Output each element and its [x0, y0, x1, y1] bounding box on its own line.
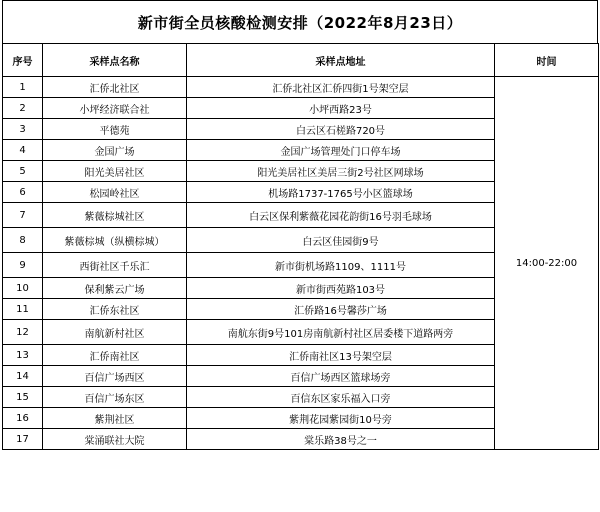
cell-address: 白云区佳园街9号: [187, 228, 495, 253]
header-time: 时间: [495, 44, 599, 77]
cell-site: 小坪经济联合社: [43, 98, 187, 119]
table-body: [3, 77, 599, 450]
cell-address: 汇侨南社区13号架空层: [187, 345, 495, 366]
table-header-row: [3, 44, 599, 77]
cell-address: 汇侨北社区汇侨四街1号架空层: [187, 77, 495, 98]
cell-no: 17: [3, 429, 43, 450]
cell-site: 平德苑: [43, 119, 187, 140]
cell-no: 6: [3, 182, 43, 203]
cell-site: 棠涌联社大院: [43, 429, 187, 450]
cell-address: 汇侨路16号馨莎广场: [187, 299, 495, 320]
cell-site: 金国广场: [43, 140, 187, 161]
cell-site: 松园岭社区: [43, 182, 187, 203]
cell-site: 百信广场东区: [43, 387, 187, 408]
cell-site: 紫荆社区: [43, 408, 187, 429]
cell-no: 7: [3, 203, 43, 228]
cell-no: 15: [3, 387, 43, 408]
cell-site: 汇侨东社区: [43, 299, 187, 320]
cell-site: 保利紫云广场: [43, 278, 187, 299]
cell-address: 南航东街9号101房南航新村社区居委楼下道路两旁: [187, 320, 495, 345]
cell-no: 3: [3, 119, 43, 140]
cell-address: 白云区保利紫薇花园花韵街16号羽毛球场: [187, 203, 495, 228]
cell-no: 10: [3, 278, 43, 299]
cell-address: 阳光美居社区美居三街2号社区网球场: [187, 161, 495, 182]
cell-address: 棠乐路38号之一: [187, 429, 495, 450]
page-title: 新市街全员核酸检测安排（2022年8月23日）: [2, 0, 598, 44]
cell-no: 14: [3, 366, 43, 387]
cell-address: 紫荆花园紫园街10号旁: [187, 408, 495, 429]
cell-address: 新市街西苑路103号: [187, 278, 495, 299]
cell-address: 百信东区家乐福入口旁: [187, 387, 495, 408]
header-no: 序号: [3, 44, 43, 77]
cell-address: 白云区石槎路720号: [187, 119, 495, 140]
cell-no: 4: [3, 140, 43, 161]
cell-site: 紫薇棕城（纵横棕城）: [43, 228, 187, 253]
cell-no: 12: [3, 320, 43, 345]
cell-site: 阳光美居社区: [43, 161, 187, 182]
header-address: 采样点地址: [187, 44, 495, 77]
cell-site: 紫薇棕城社区: [43, 203, 187, 228]
header-site: 采样点名称: [43, 44, 187, 77]
cell-no: 11: [3, 299, 43, 320]
cell-site: 西街社区千乐汇: [43, 253, 187, 278]
schedule-table: [2, 43, 599, 450]
cell-site: 汇侨南社区: [43, 345, 187, 366]
cell-site: 南航新村社区: [43, 320, 187, 345]
table-row: [3, 77, 599, 98]
cell-site: 汇侨北社区: [43, 77, 187, 98]
cell-no: 8: [3, 228, 43, 253]
cell-no: 5: [3, 161, 43, 182]
cell-address: 百信广场西区篮球场旁: [187, 366, 495, 387]
cell-site: 百信广场西区: [43, 366, 187, 387]
time-cell: 14:00-22:00: [495, 77, 599, 450]
cell-address: 新市街机场路1109、1111号: [187, 253, 495, 278]
cell-address: 小坪西路23号: [187, 98, 495, 119]
cell-no: 13: [3, 345, 43, 366]
cell-no: 2: [3, 98, 43, 119]
cell-no: 9: [3, 253, 43, 278]
cell-no: 1: [3, 77, 43, 98]
cell-no: 16: [3, 408, 43, 429]
cell-address: 金国广场管理处门口停车场: [187, 140, 495, 161]
cell-address: 机场路1737-1765号小区篮球场: [187, 182, 495, 203]
